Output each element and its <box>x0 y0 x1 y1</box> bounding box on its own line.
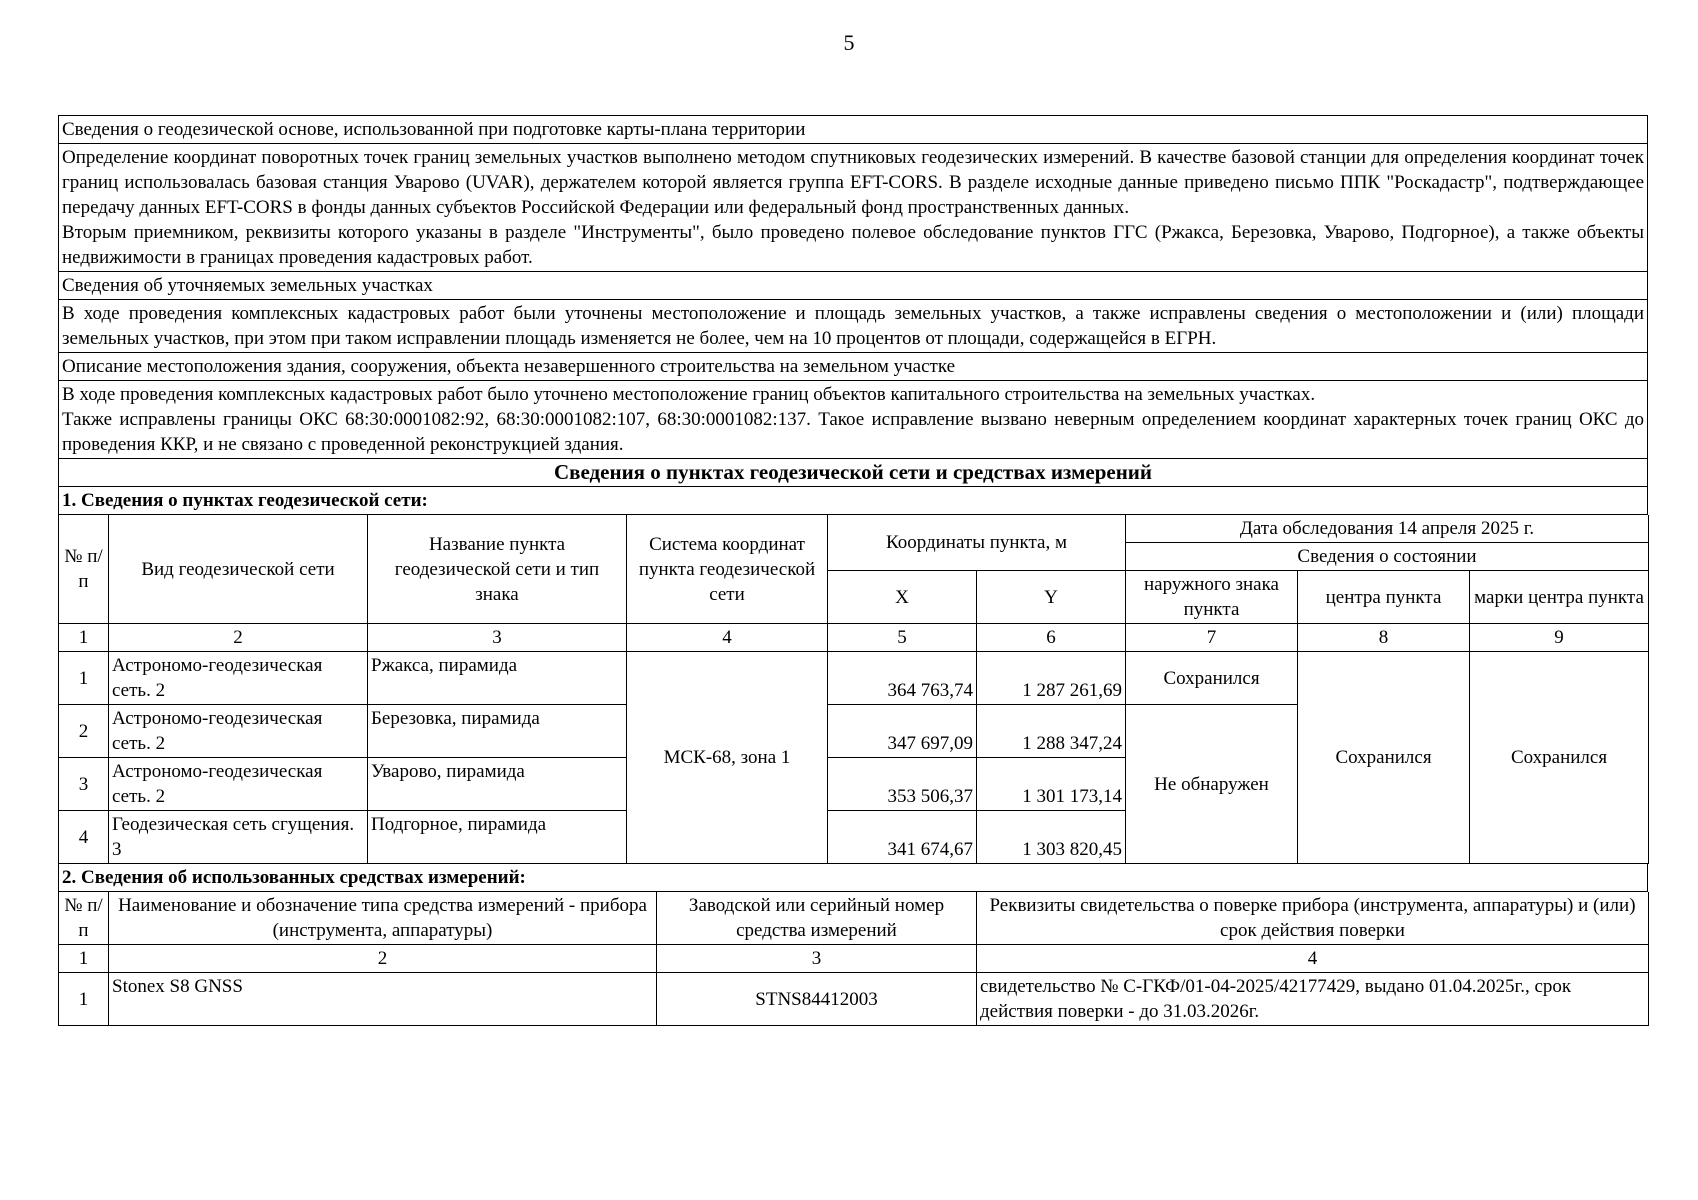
column-number: 4 <box>627 624 828 652</box>
row-point-name: Уварово, пирамида <box>368 758 627 811</box>
instruments-heading-table <box>58 864 1648 892</box>
header-center-mark: марки центра пункта <box>1470 571 1649 624</box>
row-outer-sign: Сохранился <box>1126 652 1298 705</box>
row-center-mark: Сохранился <box>1470 652 1649 864</box>
geodetic-basis-text <box>59 144 1648 272</box>
column-number: 3 <box>657 945 977 973</box>
row-y: 1 303 820,45 <box>977 811 1126 864</box>
row-network-type: Астрономо-геодезическая сеть. 2 <box>109 758 368 811</box>
column-number: 3 <box>368 624 627 652</box>
table-row <box>59 973 1649 1026</box>
header-x: X <box>828 571 977 624</box>
column-number: 9 <box>1470 624 1649 652</box>
row-outer-sign: Не обнаружен <box>1126 705 1298 864</box>
row-point-name: Ржакса, пирамида <box>368 652 627 705</box>
column-number-row <box>59 624 1649 652</box>
column-number: 2 <box>109 945 657 973</box>
row-network-type: Астрономо-геодезическая сеть. 2 <box>109 652 368 705</box>
column-number: 1 <box>59 624 109 652</box>
header-point-name: Название пункта геодезической сети и тип знака <box>368 515 627 624</box>
building-location-heading: Описание местоположения здания, сооружения, объекта незавершенного строительства на земельном участке <box>59 353 1648 381</box>
instr-column-number-row <box>59 945 1649 973</box>
instr-header-serial: Заводской или серийный номер средства измерений <box>657 892 977 945</box>
header-network-type: Вид геодезической сети <box>109 515 368 624</box>
header-y: Y <box>977 571 1126 624</box>
row-num: 1 <box>59 652 109 705</box>
building-location-text <box>59 381 1648 459</box>
column-number: 1 <box>59 945 109 973</box>
header-outer-sign: наружного знака пункта <box>1126 571 1298 624</box>
row-x: 341 674,67 <box>828 811 977 864</box>
row-coord-system: МСК-68, зона 1 <box>627 652 828 864</box>
instr-row-num: 1 <box>59 973 109 1026</box>
row-network-type: Геодезическая сеть сгущения. 3 <box>109 811 368 864</box>
row-num: 3 <box>59 758 109 811</box>
geodetic-basis-table <box>58 115 1648 515</box>
geodetic-points-table <box>58 515 1649 864</box>
geodetic-basis-heading: Сведения о геодезической основе, использованной при подготовке карты-плана территории <box>59 116 1648 144</box>
geodetic-basis-paragraph-1: Определение координат поворотных точек границ земельных участков выполнено методом спутниковых геодезических измерений. В качестве базовой станции для определения координат точек границ использовалась базовая станция Уварово (UVAR), держателем которой является группа EFT-CORS. В разделе исходные данные приведено письмо ППК "Роскадастр", подтверждающее передачу данных EFT-CORS в фонды данных субъектов Российской Федерации или федеральный фонд пространственных данных. <box>62 147 1644 218</box>
instr-row-name: Stonex S8 GNSS <box>109 973 657 1026</box>
network-section-1-heading: 1. Сведения о пунктах геодезической сети: <box>59 487 1648 515</box>
instruments-section-2-heading: 2. Сведения об использованных средствах измерений: <box>59 864 1648 892</box>
building-location-paragraph-1: В ходе проведения комплексных кадастровых работ было уточнено местоположение границ объектов капитального строительства на земельных участках. <box>62 384 1316 405</box>
document-sheet <box>58 115 1648 1026</box>
column-number: 2 <box>109 624 368 652</box>
page-number: 5 <box>843 30 855 55</box>
column-number: 6 <box>977 624 1126 652</box>
column-number: 8 <box>1298 624 1470 652</box>
header-point-center: центра пункта <box>1298 571 1470 624</box>
row-x: 347 697,09 <box>828 705 977 758</box>
instr-header-name: Наименование и обозначение типа средства измерений - прибора (инструмента, аппаратуры) <box>109 892 657 945</box>
row-y: 1 287 261,69 <box>977 652 1126 705</box>
header-coordinates: Координаты пункта, м <box>828 515 1126 571</box>
refined-parcels-text: В ходе проведения комплексных кадастровых работ были уточнены местоположение и площадь земельных участков, а также исправлены сведения о местоположении и (или) площади земельных участков, при этом при таком исправлении площадь изменяется не более, чем на 10 процентов от площади, содержащейся в ЕГРН. <box>59 300 1648 353</box>
instr-row-serial: STNS84412003 <box>657 973 977 1026</box>
column-number: 4 <box>977 945 1649 973</box>
refined-parcels-heading: Сведения об уточняемых земельных участках <box>59 272 1648 300</box>
header-num: № п/п <box>59 515 109 624</box>
instr-row-cert: свидетельство № С-ГКФ/01-04-2025/42177429, выдано 01.04.2025г., срок действия поверки - до 31.03.2026г. <box>977 973 1649 1026</box>
row-num: 2 <box>59 705 109 758</box>
table-row <box>59 652 1649 705</box>
row-y: 1 288 347,24 <box>977 705 1126 758</box>
instruments-table <box>58 892 1649 1026</box>
building-location-paragraph-2: Также исправлены границы ОКС 68:30:0001082:92, 68:30:0001082:107, 68:30:0001082:137. Такое исправление вызвано неверным определением координат характерных точек границ ОКС до проведения ККР, и не связано с проведенной реконструкцией здания. <box>62 409 1644 455</box>
header-survey-date: Дата обследования 14 апреля 2025 г. <box>1126 515 1649 543</box>
row-num: 4 <box>59 811 109 864</box>
row-point-center: Сохранился <box>1298 652 1470 864</box>
header-condition: Сведения о состоянии <box>1126 543 1649 571</box>
row-x: 353 506,37 <box>828 758 977 811</box>
row-point-name: Березовка, пирамида <box>368 705 627 758</box>
column-number: 7 <box>1126 624 1298 652</box>
column-number: 5 <box>828 624 977 652</box>
instr-header-cert: Реквизиты свидетельства о поверке прибора (инструмента, аппаратуры) и (или) срок действия поверки <box>977 892 1649 945</box>
instr-header-num: № п/п <box>59 892 109 945</box>
geodetic-basis-paragraph-2: Вторым приемником, реквизиты которого указаны в разделе "Инструменты", было проведено полевое обследование пунктов ГГС (Ржакса, Березовка, Уварово, Подгорное), а также объекты недвижимости в границах проведения кадастровых работ. <box>62 222 1644 268</box>
network-title: Сведения о пунктах геодезической сети и средствах измерений <box>59 459 1648 487</box>
row-y: 1 301 173,14 <box>977 758 1126 811</box>
row-x: 364 763,74 <box>828 652 977 705</box>
row-point-name: Подгорное, пирамида <box>368 811 627 864</box>
row-network-type: Астрономо-геодезическая сеть. 2 <box>109 705 368 758</box>
header-coord-system: Система координат пункта геодезической сети <box>627 515 828 624</box>
